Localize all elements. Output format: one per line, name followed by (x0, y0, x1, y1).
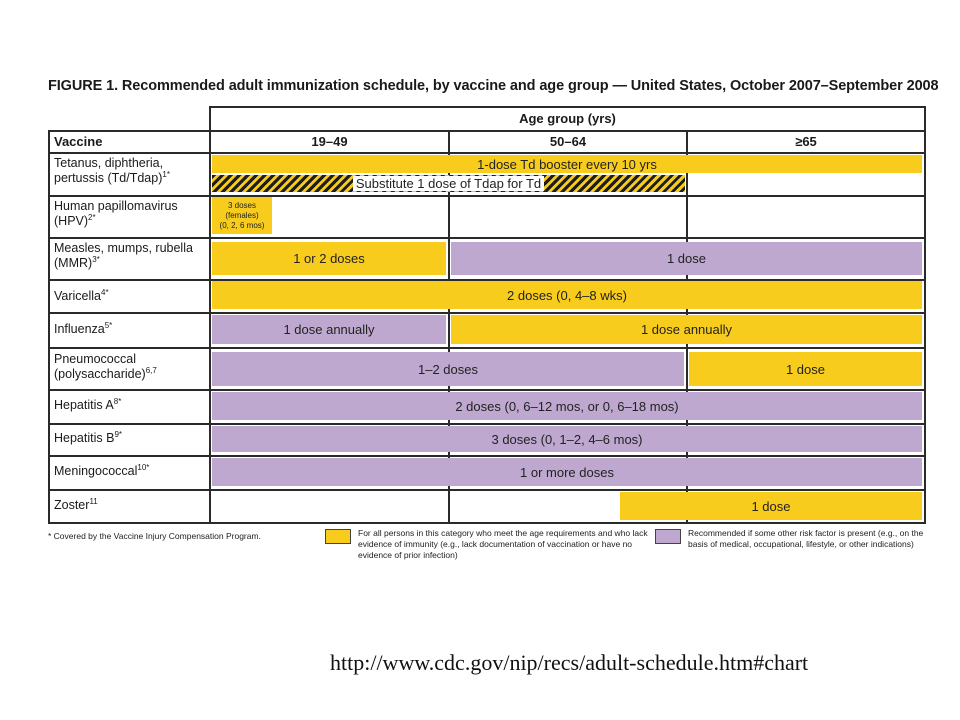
bar-zoster: 1 dose (620, 492, 922, 520)
bar-meningococcal: 1 or more doses (212, 458, 922, 486)
grid-line (48, 522, 926, 524)
bar-td-booster: 1-dose Td booster every 10 yrs (212, 155, 922, 173)
grid-line (48, 347, 926, 349)
bar-varicella: 2 doses (0, 4–8 wks) (212, 281, 922, 309)
bar-hepatitis-b: 3 doses (0, 1–2, 4–6 mos) (212, 426, 922, 452)
grid-line (48, 152, 926, 154)
vaccine-name-hpv: Human papillomavirus (HPV)$^{2*}$ (54, 199, 178, 228)
grid-line (210, 106, 926, 108)
bar-pneumococcal-19-64: 1–2 doses (212, 352, 684, 386)
legend-swatch-purple (655, 529, 681, 544)
vaccine-name-influenza: Influenza$^{5*}$ (54, 320, 113, 336)
age-col-19-49: 19–49 (311, 134, 348, 149)
grid-line (48, 455, 926, 457)
grid-line (48, 195, 926, 197)
vaccine-header: Vaccine (54, 134, 103, 149)
bar-influenza-50-plus: 1 dose annually (451, 315, 922, 344)
grid-line (924, 106, 926, 524)
figure-title: FIGURE 1. Recommended adult immunization schedule, by vaccine and age group — United States, October 2007–September 2008 (48, 78, 939, 94)
bar-pneumococcal-65-plus: 1 dose (689, 352, 922, 386)
vaccine-name-varicella: Varicella$^{4*}$ (54, 287, 109, 303)
bar-mmr-50-plus: 1 dose (451, 242, 922, 275)
vaccine-name-meningococcal: Meningococcal$^{10*}$ (54, 462, 150, 478)
vaccine-name-pneumococcal: Pneumococcal (polysaccharide)$^{6,7}$ (54, 352, 157, 381)
footnote: * Covered by the Vaccine Injury Compensation Program. (48, 531, 261, 541)
tdap-substitute-label: Substitute 1 dose of Tdap for Td (353, 176, 544, 191)
grid-line (48, 130, 926, 132)
bar-hepatitis-a: 2 doses (0, 6–12 mos, or 0, 6–18 mos) (212, 392, 922, 420)
vaccine-name-tdap: Tetanus, diphtheria, pertussis (Td/Tdap)$^{1*}$ (54, 156, 170, 185)
grid-line (209, 106, 211, 524)
legend-swatch-yellow (325, 529, 351, 544)
bar-mmr-19-49: 1 or 2 doses (212, 242, 446, 275)
grid-line (48, 237, 926, 239)
grid-line (48, 389, 926, 391)
age-col-65-plus: ≥65 (795, 134, 817, 149)
vaccine-name-hepatitis-a: Hepatitis $A^{8*}$ (54, 396, 122, 412)
vaccine-name-hepatitis-b: Hepatitis $B^{9*}$ (54, 429, 123, 445)
age-group-header: Age group (yrs) (519, 111, 616, 126)
grid-line (48, 489, 926, 491)
vaccine-name-mmr: Measles, mumps, rubella (MMR)$^{3*}$ (54, 241, 193, 270)
bar-hpv: 3 doses (females) (0, 2, 6 mos) (212, 197, 272, 234)
grid-line (48, 130, 50, 524)
bar-influenza-19-49: 1 dose annually (212, 315, 446, 344)
legend-purple-text: Recommended if some other risk factor is present (e.g., on the basis of medical, occupational, lifestyle, or other indications) (688, 528, 924, 549)
grid-line (48, 423, 926, 425)
grid-line (48, 312, 926, 314)
bar-tdap-substitute (212, 175, 685, 192)
legend-yellow-text: For all persons in this category who meet the age requirements and who lack evidence of immunity (e.g., lack documentation of vaccination or have no evidence of prior infection) (358, 528, 648, 560)
vaccine-name-zoster: Zoster$^{11}$ (54, 496, 98, 512)
age-col-50-64: 50–64 (549, 134, 587, 149)
source-url: http://www.cdc.gov/nip/recs/adult-schedule.htm#chart (330, 650, 809, 675)
